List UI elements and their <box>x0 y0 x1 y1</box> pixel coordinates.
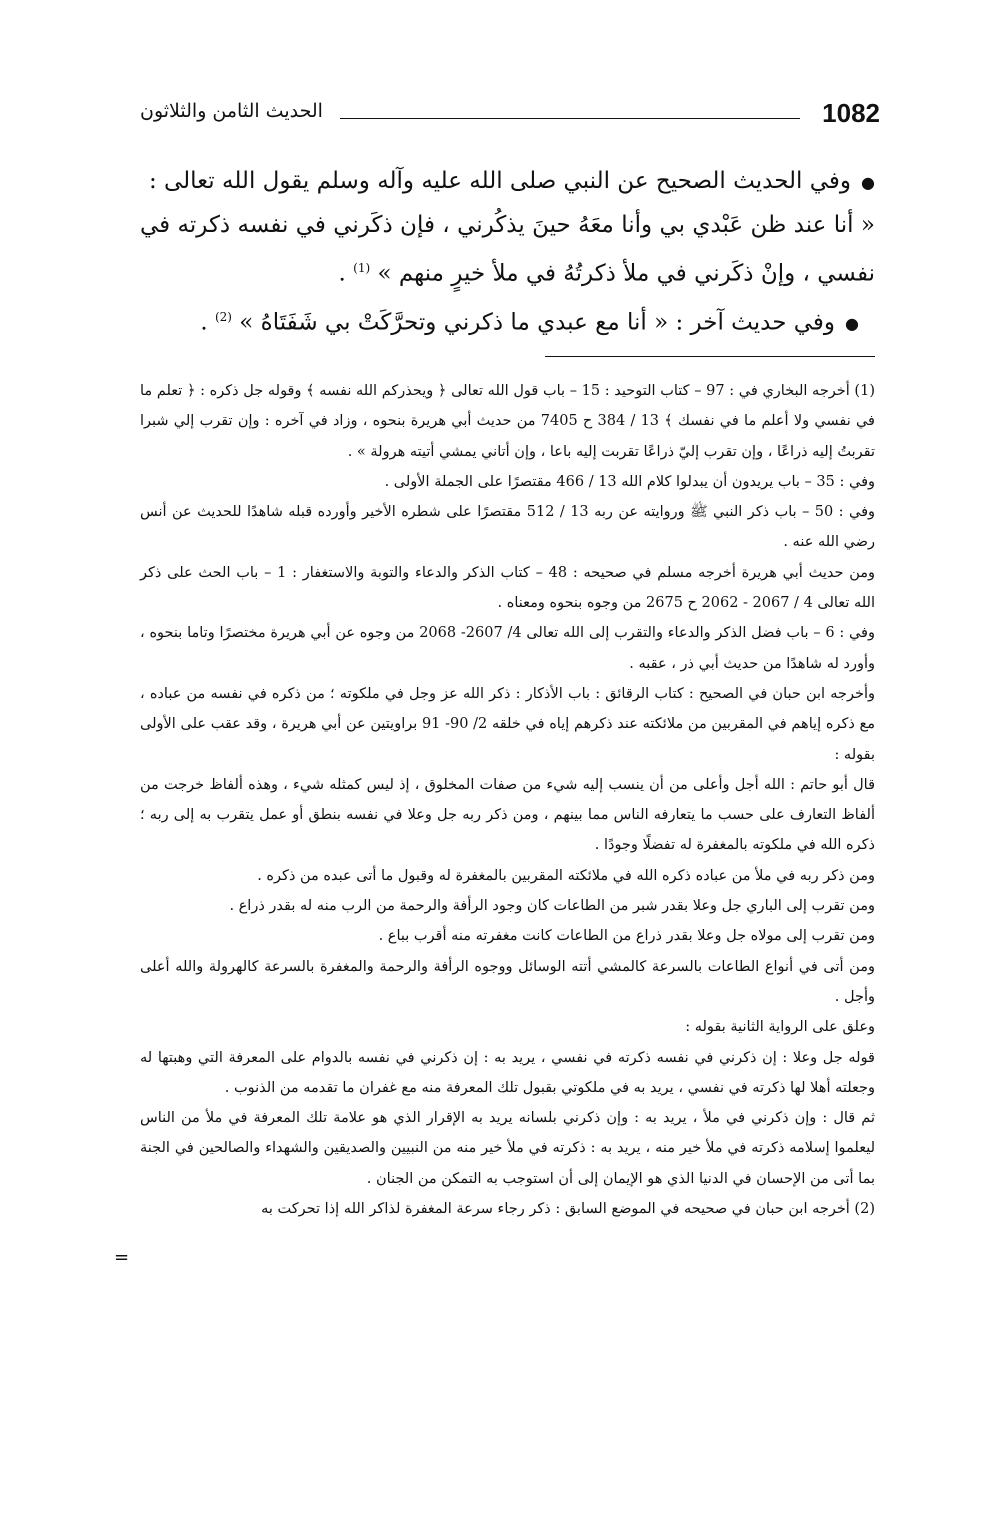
footnote-paragraph: وأخرجه ابن حبان في الصحيح : كتاب الرقائق : باب الأذكار : ذكر الله عز وجل في ملكوته ؛ من ذكره في نفسه من عباده ، مع ذكره إياهم في المقربين من ملائكته عند ذكرهم إياه في خلقه 2/ 90- 91 براويتين عن أبي هريرة ، وقد عقب على الأولى بقوله : <box>140 685 875 763</box>
footnote-paragraph: قوله جل وعلا : إن ذكرني في نفسه ذكرته في نفسي ، يريد به : إن ذكرني في نفسه بالدوام على المعرفة التي وهبتها له وجعلته أهلا لها ذكرته في نفسي ، يريد به في ملكوتي بقبول تلك المعرفة منه مع غفران ما تقدمه من الذنوب . <box>140 1049 875 1096</box>
footnote-paragraph: وعلق على الرواية الثانية بقوله : <box>685 1019 875 1036</box>
footnote-paragraph: ثم قال : وإن ذكرني في ملأ ، يريد به : وإن ذكرني بلسانه يريد به الإقرار الذي هو علامة تلك المعرفة في ملأ من الناس ليعلموا إسلامه ذكرته في ملأ خير منه ، يريد به : ذكرته في ملأ خير منه من النبيين والصديقين والشهداء والصالحين في الجنة بما أتى من الإحسان في الدنيا الذي هو الإيمان إلى أن استوجب به التمكن من الجنان . <box>140 1110 875 1187</box>
main-line-2-end: . <box>338 260 354 287</box>
bullet-icon: ● <box>861 173 875 192</box>
footnote-paragraph: وفي : 35 – باب يريدون أن يبدلوا كلام الله 13 / 466 مقتصرًا على الجملة الأولى . <box>384 473 875 490</box>
footnote-marker-1: (1) <box>353 261 371 275</box>
main-line-3: وفي حديث آخر : « أنا مع عبدي ما ذكرني وتحرَّكَتْ بي شَفَتَاهُ » <box>239 309 836 336</box>
footnotes <box>140 376 875 1224</box>
running-title: الحديث الثامن والثلاثون <box>140 100 323 122</box>
footnote-paragraph: (1) أخرجه البخاري في : 97 – كتاب التوحيد : 15 – باب قول الله تعالى ﴿ ويحذركم الله نفسه ﴾ وقوله جل ذكره : ﴿ تعلم ما في نفسي ولا أعلم ما في نفسك ﴾ 13 / 384 ح 7405 من حديث أبي هريرة بنحوه ، وزاد في آخره : وإن تقرب إلي شبرا تقربتُ إليه ذراعًا ، وإن تقرب إليّ ذراعًا تقربت إليه باعا ، وإن أتاني يمشي أتيته هرولة » . <box>140 383 875 460</box>
main-line-3-end: . <box>200 309 215 336</box>
footnote-separator <box>545 356 875 357</box>
main-line-1: وفي الحديث الصحيح عن النبي صلى الله عليه وآله وسلم يقول الله تعالى : <box>148 168 852 194</box>
footnote-marker-2: (2) <box>214 309 232 324</box>
footnote-paragraph: ومن تقرب إلى مولاه جل وعلا بقدر ذراع من الطاعات كانت مغفرته منه أقرب بباع . <box>378 928 875 945</box>
bullet-icon: ● <box>845 314 859 334</box>
main-paragraph-2 <box>140 204 875 296</box>
footnote-paragraph: ومن ذكر ربه في ملأ من عباده ذكره الله في ملائكته المقربين بالمغفرة له وقبول ما أتى عبده من ذكره . <box>257 867 875 884</box>
footnote-paragraph: ومن تقرب إلى الباري جل وعلا بقدر شبر من الطاعات كان وجود الرأفة والرحمة من الرب منه له بقدر ذراع . <box>229 898 875 915</box>
footnote-paragraph: قال أبو حاتم : الله أجل وأعلى من أن ينسب إليه شيء من صفات المخلوق ، إذ ليس كمثله شيء ، وهذه ألفاظ خرجت من ألفاظ التعارف على حسب ما يتعارفه الناس مما بينهم ، ومن ذكر ربه جل وعلا في نفسه بنطق أو عمل يتقرب به إلى ربه ؛ ذكره الله في ملكوته بالمغفرة له تفضلًا وجودًا . <box>140 776 875 854</box>
main-hadith-quote: « أنا عند ظن عَبْدي بي وأنا معَهُ حينَ يذكُرني ، فإن ذكَرني في نفسه ذكرته في نفسي ، وإنْ ذكَرني في ملأ ذكرتُهُ في ملأ خيرٍ منهم » <box>140 212 875 287</box>
header-rule <box>340 118 800 119</box>
footnote-paragraph: ومن حديث أبي هريرة أخرجه مسلم في صحيحه : 48 – كتاب الذكر والدعاء والتوبة والاستغفار : 1 – باب الحث على ذكر الله تعالى 4 / 2067 - 2062 ح 2675 من وجوه بنحوه ومعناه . <box>140 564 876 612</box>
footnote-paragraph: (2) أخرجه ابن حبان في صحيحه في الموضع السابق : ذكر رجاء سرعة المغفرة لذاكر الله إذا تحركت به <box>261 1201 875 1218</box>
footnote-paragraph: ومن أتى في أنواع الطاعات بالسرعة كالمشي أتته الوسائل ووجوه الرأفة والرحمة والمغفرة بالسرعة كالهرولة والله أعلى وأجل . <box>140 958 875 1005</box>
continuation-mark: = <box>114 1247 130 1268</box>
footnote-paragraph: وفي : 6 – باب فضل الذكر والدعاء والتقرب إلى الله تعالى 4/ 2607- 2068 من وجوه عن أبي هريرة مختصرًا وتاما بنحوه ، وأورد له شاهدًا من حديث أبي ذر ، عقبه . <box>140 625 875 672</box>
main-paragraph-1 <box>140 160 875 204</box>
footnote-paragraph: وفي : 50 – باب ذكر النبي ﷺ وروايته عن ربه 13 / 512 مقتصرًا على شطره الأخير وأورده قبله شاهدًا للحديث عن أنس رضي الله عنه . <box>140 504 876 551</box>
main-paragraph-3 <box>140 296 875 346</box>
page-header <box>140 96 880 136</box>
page-number: 1082 <box>822 98 880 128</box>
main-text <box>140 160 875 345</box>
